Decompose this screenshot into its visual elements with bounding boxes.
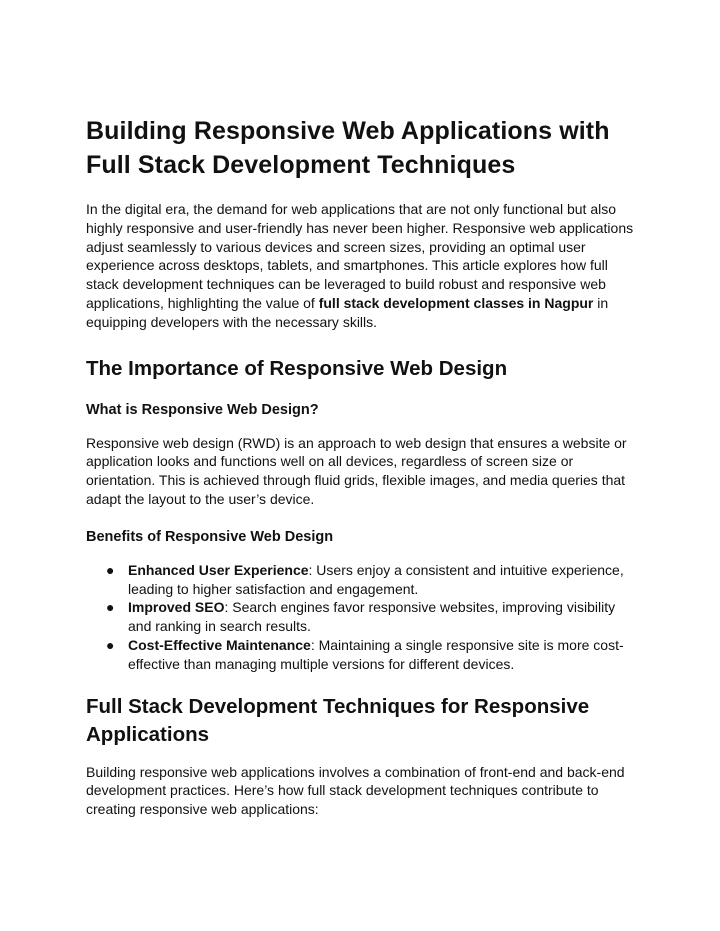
- intro-bold-link: full stack development classes in Nagpur: [318, 294, 594, 311]
- subheading-what-is-rwd: What is Responsive Web Design?: [86, 401, 319, 418]
- benefits-list: [86, 561, 634, 674]
- list-item: [86, 636, 634, 674]
- full-stack-paragraph: Building responsive web applications involves a combination of front-end and back-end development practices. Here’s how full stack development techniques contribute to creating responsive web applications:: [86, 763, 625, 818]
- list-item-text: : Users enjoy a consistent and intuitive experience, leading to higher satisfaction and engagement.: [128, 561, 624, 597]
- intro-text-before: In the digital era, the demand for web applications that are not only functional but also highly responsive and user-friendly has never been higher. Responsive web applications adjust seamlessly to various devices and screen sizes, providing an optimal user experience across desktops, tablets, and smartphones. This article explores how full stack development techniques can be leveraged to build robust and responsive web applications, highlighting the value of: [86, 201, 634, 311]
- intro-text-after: in equipping developers with the necessary skills.: [86, 294, 609, 330]
- bullet-icon: ●: [106, 561, 115, 578]
- section-heading-importance: The Importance of Responsive Web Design: [86, 356, 508, 380]
- list-item-bold: Cost-Effective Maintenance: [128, 636, 311, 653]
- list-item: [86, 561, 634, 599]
- list-item-bold: Improved SEO: [128, 599, 225, 616]
- bullet-icon: ●: [106, 636, 115, 653]
- subheading-benefits: Benefits of Responsive Web Design: [86, 528, 334, 545]
- rwd-definition-paragraph: Responsive web design (RWD) is an approach to web design that ensures a website or application looks and functions well on all devices, regardless of screen size or orientation. This is achieved through fluid grids, flexible images, and media queries that adapt the layout to the user’s device.: [86, 434, 627, 507]
- intro-paragraph: [86, 200, 634, 332]
- list-item-text: : Maintaining a single responsive site is more cost-effective than managing multiple versions for different devices.: [128, 636, 624, 672]
- list-item-text: : Search engines favor responsive websites, improving visibility and ranking in search results.: [128, 599, 616, 635]
- list-item: [86, 598, 634, 636]
- section-heading-full-stack: Full Stack Development Techniques for Responsive Applications: [86, 694, 590, 746]
- document-title: Building Responsive Web Applications with Full Stack Development Techniques: [86, 117, 610, 179]
- list-item-bold: Enhanced User Experience: [128, 561, 309, 578]
- bullet-icon: ●: [106, 599, 115, 616]
